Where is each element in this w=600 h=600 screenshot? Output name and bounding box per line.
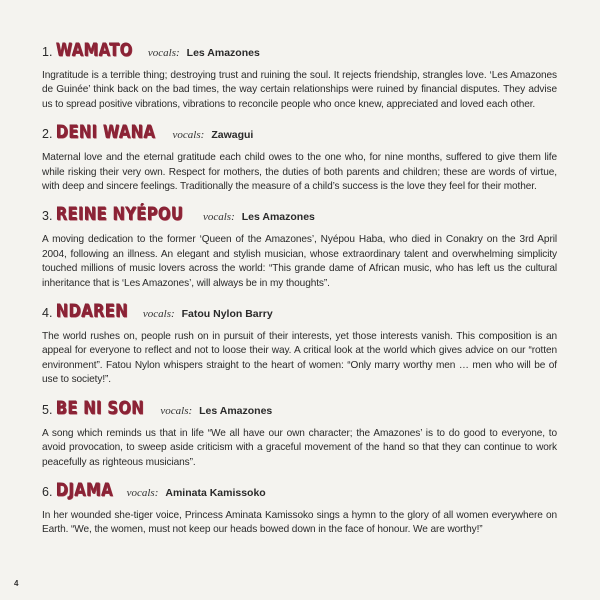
track-entry-3 [42,204,557,291]
track-heading [42,204,557,226]
track-heading [42,480,557,502]
track-description: A moving dedication to the former ‘Queen of the Amazones’, Nyépou Haba, who died in Conakry on the 3rd April 2004, following an illness. An elegant and stylish musician, whose extraordinary talent and overwhelming simplicity touched millions of music lovers across the world: “This grande dame of African music, who has left us the cultural inheritance that is ‘Les Amazones’, will always be in my thoughts”. [42,234,557,289]
track-description: Ingratitude is a terrible thing; destroying trust and ruining the soul. It rejects friendship, strangles love. ‘Les Amazones de Guinée’ think back on the bad times, the way certain relationships were ruined by financial disputes. They advise us to spread positive vibrations, vibrations to reconcile people who once knew, appreciated and loved each other. [42,70,557,110]
track-description: A song which reminds us that in life “We all have our own character; the Amazones’ is to do good to everyone, to avoid provocation, to sweep aside criticism with a graceful movement of the hand so that they can continue to work peacefully as righteous musicians”. [42,427,557,468]
vocalist-name: Aminata Kamissoko [165,486,266,499]
vocals-label: vocals: [202,211,235,224]
track-number: 5. [42,402,53,417]
track-entry-4 [42,301,557,388]
track-title: REINE NYÉPOU [56,204,184,226]
vocals-label: vocals: [147,47,180,59]
track-entry-6 [42,480,557,538]
track-description: The world rushes on, people rush on in pursuit of their interests, yet those interests vanish. This composition is an appeal for everyone to reflect and not to loose their way. A critical look at the world which gives advice on our “rotten environment”. Fatou Nylon whispers straight to the heart of women: “Only marry worthy men … men who will be of use to society!”. [42,331,557,386]
track-title: DJAMA [56,479,114,501]
vocals-label: vocals: [172,129,205,142]
track-number: 2. [42,127,53,142]
track-title: NDAREN [56,301,129,323]
vocalist-name: Fatou Nylon Barry [181,308,273,321]
track-title: DENI WANA [56,122,156,144]
liner-notes-page [42,40,557,548]
vocals-label: vocals: [126,486,159,499]
vocalist-name: Les Amazones [199,404,273,417]
track-number: 3. [42,209,53,224]
track-entry-2 [42,122,557,194]
page-number: 4 [14,579,19,588]
track-heading [42,40,557,62]
track-entry-5 [42,398,557,470]
track-heading [42,398,557,420]
vocals-label: vocals: [142,308,175,321]
track-description: Maternal love and the eternal gratitude each child owes to the one who, for nine months, suffered to give them life while risking their very own. Respect for mothers, the duties of both parents and children; these are words of virtue, with deep and sincere feelings. Traditionally the measure of a child’s success is the love they feel for their mother. [42,152,557,193]
track-number: 4. [42,306,53,321]
track-entry-1 [42,40,557,112]
vocalist-name: Zawagui [211,129,254,142]
track-heading [42,301,557,323]
track-title: BE NI SON [56,397,145,419]
track-number: 6. [42,484,53,499]
track-heading [42,122,557,144]
vocalist-name: Les Amazones [241,211,315,224]
track-title: WAMATO [56,40,134,61]
vocals-label: vocals: [160,404,193,417]
track-number: 1. [42,45,53,59]
track-description: In her wounded she-tiger voice, Princess Aminata Kamissoko sings a hymn to the glory of all women everywhere on Earth. “We, the women, must not keep our heads bowed down in the face of honour. We are worthy!” [42,509,557,536]
vocalist-name: Les Amazones [186,47,260,59]
